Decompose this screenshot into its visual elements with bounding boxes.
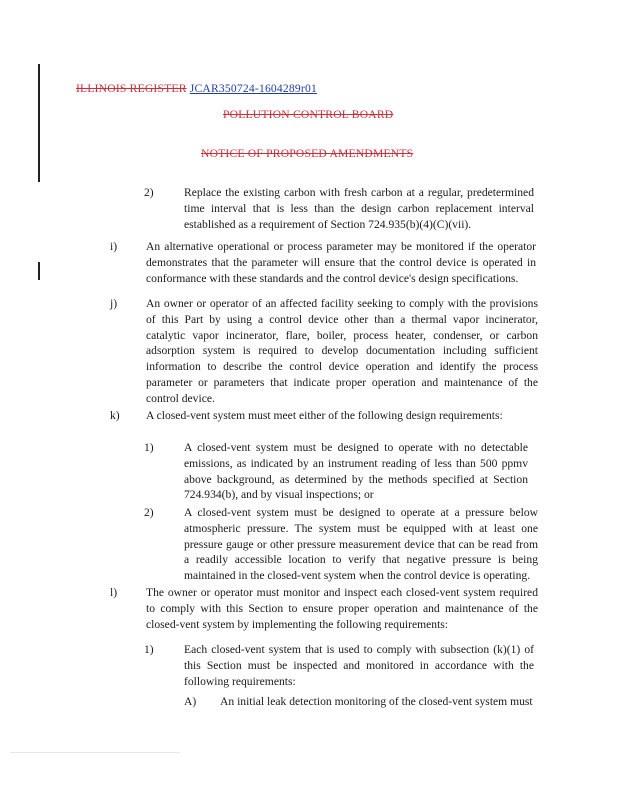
item-text: A closed-vent system must be designed to operate with no detectable emissions, as indicated by an instrument reading of less than 500 ppmv above background, as determined by the methods specified at Section 724.934(b), and by visual inspections; or — [184, 441, 528, 502]
item-text: Replace the existing carbon with fresh carbon at a regular, predetermined time interval that is less than the design carbon replacement interval established as a requirement of Section 724.935(b)(4)(C)(vii). — [184, 186, 534, 231]
item-label: 2) — [144, 186, 154, 199]
item-label: 1) — [144, 441, 154, 454]
item-text: An initial leak detection monitoring of the closed-vent system must — [220, 695, 533, 708]
register-deleted-text: ILLINOIS REGISTER — [76, 82, 187, 95]
footer-rule — [10, 752, 180, 753]
item-label: i) — [110, 240, 118, 253]
item-text: An alternative operational or process parameter may be monitored if the operator demonstrates that the parameter will ensure that the control device is operated in conformance with these standards and the control device's design specifications. — [146, 240, 536, 285]
item-text: The owner or operator must monitor and inspect each closed-vent system required to comply with this Section to ensure proper operation and maintenance of the closed-vent system by implementing the following requirements: — [146, 586, 538, 631]
register-header — [76, 81, 317, 97]
item-label: A) — [184, 695, 197, 708]
item-label: l) — [110, 586, 118, 599]
item-label: k) — [110, 409, 120, 422]
item-text: A closed-vent system must meet either of the following design requirements: — [146, 409, 503, 422]
register-inserted-text: JCAR350724-1604289r01 — [189, 82, 317, 95]
change-bar-top — [38, 64, 40, 182]
item-label: 1) — [144, 643, 154, 656]
notice-title: NOTICE OF PROPOSED AMENDMENTS — [201, 147, 414, 160]
item-label: j) — [110, 297, 118, 310]
item-label: 2) — [144, 506, 154, 519]
board-title: POLLUTION CONTROL BOARD — [223, 108, 394, 121]
item-text: Each closed-vent system that is used to comply with subsection (k)(1) of this Section must be inspected and monitored in accordance with the following requirements: — [184, 643, 534, 688]
item-text: A closed-vent system must be designed to operate at a pressure below atmospheric pressure. The system must be equipped with at least one pressure gauge or other pressure measurement device that can be read from a readily accessible location to verify that negative pressure is being maintained in the closed-vent system when the control device is operating. — [184, 506, 538, 583]
item-text: An owner or operator of an affected facility seeking to comply with the provisions of this Part by using a control device other than a thermal vapor incinerator, catalytic vapor incinerator, flare, boiler, process heater, condenser, or carbon adsorption system is required to develop documentation including sufficient information to describe the control device operation and identify the process parameter or parameters that indicate proper operation and maintenance of the control device. — [146, 297, 538, 405]
change-bar-middle — [38, 262, 40, 280]
